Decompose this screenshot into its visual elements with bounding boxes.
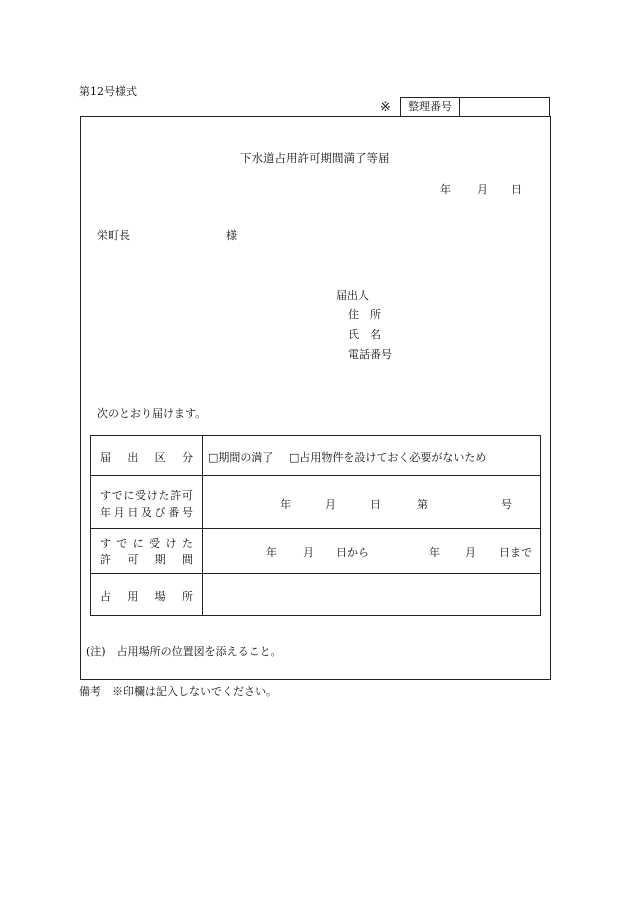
period-to-day: 日まで — [499, 546, 532, 559]
addressee-honorific: 様 — [226, 229, 237, 242]
table-row — [91, 574, 540, 615]
name-label: 氏 名 — [348, 328, 381, 341]
permit-year: 年 — [280, 498, 291, 511]
notification-type-label: 届 出 区 分 — [100, 451, 193, 464]
address-label: 住 所 — [348, 308, 381, 321]
permit-month: 月 — [325, 498, 336, 511]
period-to-year: 年 — [429, 546, 440, 559]
table-row — [91, 476, 540, 529]
phone-label: 電話番号 — [348, 348, 392, 361]
period-from-day: 日から — [336, 546, 369, 559]
reference-number-label: 整理番号 — [401, 98, 460, 116]
table-row — [91, 436, 540, 476]
date-year: 年 — [440, 183, 451, 196]
period-from-year: 年 — [266, 546, 277, 559]
date-day: 日 — [511, 183, 522, 196]
reference-number-box — [400, 97, 550, 117]
location-label: 占 用 場 所 — [100, 590, 193, 603]
date-month: 月 — [477, 183, 488, 196]
addressee: 栄町長 — [97, 229, 130, 242]
note-text: (注) 占用場所の位置図を添えること。 — [86, 645, 282, 658]
document-title: 下水道占用許可期間満了等届 — [240, 151, 390, 165]
permit-day: 日 — [370, 498, 381, 511]
row-label-permit-number — [91, 476, 203, 528]
reference-mark: ※ — [380, 100, 391, 115]
period-to-month: 月 — [465, 546, 476, 559]
permit-go: 号 — [501, 498, 512, 511]
row-label-location — [91, 574, 203, 615]
option-no-longer-needed[interactable]: □占用物件を設けておく必要がないため — [289, 451, 487, 464]
permit-period-label-line1: す で に 受 け た — [100, 537, 193, 550]
row-label-notification-type — [91, 436, 203, 475]
remarks-text: 備考 ※印欄は記入しないでください。 — [79, 685, 277, 698]
applicant-heading: 届出人 — [336, 289, 369, 302]
permit-dai: 第 — [417, 498, 428, 511]
table-row — [91, 529, 540, 574]
permit-period-label-line2: 許 可 期 間 — [100, 553, 193, 566]
period-from-month: 月 — [303, 546, 314, 559]
row-label-permit-period — [91, 529, 203, 573]
form-table — [90, 435, 541, 616]
permit-number-label-line1: す で に 受 け た 許 可 — [100, 489, 193, 502]
intro-text: 次のとおり届けます。 — [97, 407, 207, 420]
form-number: 第12号様式 — [79, 85, 137, 98]
permit-number-label-line2: 年 月 日 及 び 番 号 — [100, 506, 193, 519]
option-period-expiry[interactable]: □期間の満了 — [208, 451, 274, 464]
